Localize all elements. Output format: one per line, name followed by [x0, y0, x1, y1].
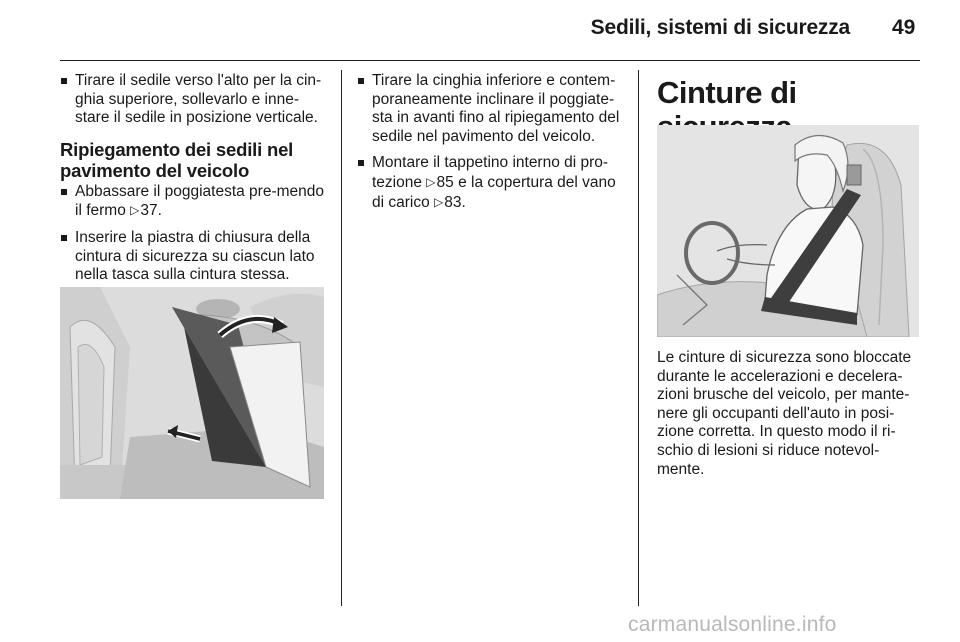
section-subheading: Ripiegamento dei sedili nel pavimento del veicolo: [60, 138, 294, 181]
list-item-text-end: .: [157, 202, 162, 220]
list-item: [60, 229, 328, 285]
list-item: [60, 72, 328, 128]
list-item-text: Tirare il sedile verso l'alto per la cin-ghia superiore, sollevarlo e inne-stare il sedile in posizione verticale.: [75, 72, 322, 127]
column-1: [60, 72, 328, 293]
intro-bullet-list: [60, 72, 328, 128]
column-2: [357, 72, 629, 220]
page-reference-icon: ▷: [130, 203, 140, 218]
page-header-title: Sedili, sistemi di sicurezza: [590, 16, 850, 39]
list-item-text: Tirare la cinghia inferiore e contem-poraneamente inclinare il poggiate-sta in avanti fino al ripiegamento del sedile nel pavimento del veicolo.: [372, 72, 620, 145]
seat-belt-description: Le cinture di sicurezza sono bloccate durante le accelerazioni e decelera-zioni brusche del veicolo, per mante-nere gli occupanti dell'auto in posi-zione corretta. In questo modo il ri-schio di lesioni si riduce notevol-mente.: [657, 349, 912, 478]
seat-belt-drawing: [657, 125, 919, 337]
page-reference-number: 83: [444, 193, 462, 211]
list-item-text: Abbassare il poggiatesta pre-mendo il fermo: [75, 182, 325, 220]
bullet-list: [60, 183, 328, 285]
page-reference[interactable]: [426, 174, 453, 191]
header-rule: [60, 60, 920, 61]
page-number: 49: [892, 16, 916, 39]
list-item-text-middle: e la copertura del vano di carico: [372, 173, 616, 211]
page-reference-number: 85: [436, 173, 454, 191]
column-divider-left: [341, 70, 342, 606]
page-reference[interactable]: [434, 194, 461, 211]
seat-folding-drawing: [60, 287, 324, 499]
page-reference[interactable]: [130, 202, 157, 219]
column-divider-right: [638, 70, 639, 606]
list-item-text: Montare il tappetino interno di pro-tezione: [372, 154, 609, 191]
list-item: [357, 154, 629, 212]
bullet-list: [357, 72, 629, 212]
section-title: Cinture di: [657, 75, 797, 110]
watermark: carmanualsonline.info: [628, 613, 837, 636]
list-item: [357, 72, 629, 146]
page-reference-number: 37: [140, 202, 158, 220]
list-item: [60, 183, 328, 221]
list-item-text-end: .: [461, 193, 466, 211]
seat-belt-illustration: [657, 125, 919, 337]
seat-folding-illustration: [60, 287, 324, 499]
page-reference-icon: ▷: [426, 174, 436, 189]
list-item-text: Inserire la piastra di chiusura della cintura di sicurezza su ciascun lato nella tasca sulla cintura stessa.: [75, 228, 315, 284]
page-reference-icon: ▷: [434, 194, 444, 209]
